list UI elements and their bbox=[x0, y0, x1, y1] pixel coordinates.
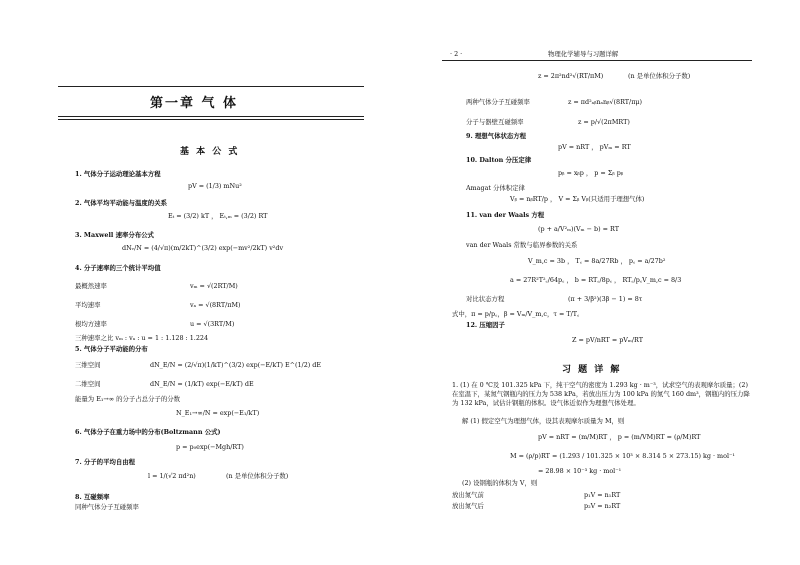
amagat-label: Amagat 分体积定律 bbox=[466, 184, 525, 192]
speed-1-formula: vₘ = √(2RT/M) bbox=[190, 282, 238, 290]
item-4-label: 4. 分子速率的三个统计平均值 bbox=[75, 264, 161, 272]
wall-label: 分子与器壁互碰频率 bbox=[466, 118, 524, 126]
problem-text: 1. (1) 在 0 ℃及 101.325 kPa 下，纯干空气的密度为 1.293 kg · m⁻³，试求空气的表观摩尔质量；(2) 在室温下，某氮气钢瓶内的压力为 538 kPa，若放出压力为 100 kPa 的氮气 160 dm³，钢瓶内的压力降为 132 kPa，试估计钢瓶的体积。设气体近似作为理想气体处理。 bbox=[452, 381, 750, 407]
energy-formula: N_E₁→∞/N = exp(−E₁/kT) bbox=[176, 409, 260, 417]
header-title: 物理化学辅导与习题详解 bbox=[548, 50, 619, 58]
reduced-formula: (π + 3/β²)(3β − 1) = 8τ bbox=[568, 295, 643, 303]
vdw-formula: (p + a/V²ₘ)(Vₘ − b) = RT bbox=[538, 225, 619, 233]
item-2-label: 2. 气体平均平动能与温度的关系 bbox=[75, 199, 167, 207]
exercise-title: 习 题 详 解 bbox=[562, 365, 622, 375]
reduced-def: 式中，π = p/p꜀，β = Vₘ/V_m,c，τ = T/T꜀ bbox=[452, 310, 580, 318]
speed-3-formula: u = √(3RT/M) bbox=[190, 320, 235, 328]
after-formula: p₂V = n₂RT bbox=[584, 502, 621, 510]
speed-3-name: 根均方速率 bbox=[75, 320, 107, 328]
chapter-bottom-rule-thin bbox=[58, 119, 364, 120]
item-10-label: 10. Dalton 分压定律 bbox=[466, 156, 532, 164]
page-number: · 2 · bbox=[450, 50, 463, 58]
vdw-const-label: van der Waals 常数与临界参数的关系 bbox=[466, 241, 578, 249]
item-5-label: 5. 气体分子平动能的分布 bbox=[75, 345, 148, 353]
item-8-label: 8. 互碰频率 bbox=[75, 493, 110, 501]
vdw-const-1: V_m,c = 3b ， T꜀ = 8a/27Rb ， p꜀ = a/27b² bbox=[528, 257, 666, 265]
energy-note: 能量为 E₁→∞ 的分子占总分子的分数 bbox=[75, 395, 181, 403]
item-8-sub: 同种气体分子互碰频率 bbox=[75, 503, 139, 511]
item-1-label: 1. 气体分子运动理论基本方程 bbox=[75, 170, 161, 178]
space-3-label: 三维空间 bbox=[75, 361, 101, 369]
wall-formula: z = p/√(2πMRT) bbox=[578, 118, 630, 126]
item-6-label: 6. 气体分子在重力场中的分布(Boltzmann 公式) bbox=[75, 428, 221, 436]
chapter-top-rule bbox=[58, 86, 364, 87]
item-7-formula: l = 1/(√2 πd²n) bbox=[148, 472, 196, 480]
space-2-formula: dN_E/N = (1/kT) exp(−E/kT) dE bbox=[150, 380, 254, 388]
item-7-note: (n 是单位体积分子数) bbox=[226, 472, 289, 480]
before-label: 放出氮气前 bbox=[452, 491, 484, 499]
chapter-bottom-rule bbox=[58, 116, 364, 117]
collide-formula: z = πd²ₐᵦnₐnᵦ√(8RT/πμ) bbox=[568, 98, 643, 106]
solution-1: 解 (1) 假定空气为理想气体，设其表观摩尔质量为 M，则 bbox=[462, 417, 625, 425]
speed-ratio: 三种速率之比 vₘ : vₐ : u = 1 : 1.128 : 1.224 bbox=[75, 334, 209, 342]
item-3-formula: dNᵥ/N = (4/√π)(m/2kT)^(3/2) exp(−mv²/2kT) v²dv bbox=[122, 244, 284, 252]
item-9-formula: pV = nRT ， pVₘ = RT bbox=[558, 143, 631, 151]
item-7-label: 7. 分子的平均自由程 bbox=[75, 458, 136, 466]
after-label: 放出氮气后 bbox=[452, 502, 484, 510]
item-2-formula: Eₜ = (3/2) kT ， Eₜ,ₘ = (3/2) RT bbox=[168, 212, 268, 220]
z-formula: z = 2π²nd²√(RT/πM) bbox=[538, 72, 604, 80]
space-3-formula: dN_E/N = (2/√π)(1/kT)^(3/2) exp(−E/kT) E^(1/2) dE bbox=[150, 361, 322, 369]
item-9-label: 9. 理想气体状态方程 bbox=[466, 132, 527, 140]
solution-formula-1: pV = nRT = (m/M)RT ， p = (m/VM)RT = (ρ/M)RT bbox=[538, 433, 701, 441]
solution-2: (2) 设钢瓶的体积为 V，则 bbox=[462, 479, 538, 487]
space-2-label: 二维空间 bbox=[75, 380, 101, 388]
speed-2-formula: vₐ = √(8RT/πM) bbox=[190, 301, 241, 309]
amagat-formula: Vᵦ = nᵦRT/p ， V = Σᵦ Vᵦ(只适用于理想气体) bbox=[510, 195, 645, 203]
item-11-label: 11. van der Waals 方程 bbox=[466, 211, 545, 219]
speed-1-name: 最概然速率 bbox=[75, 282, 107, 290]
item-1-formula: pV = (1/3) mNu² bbox=[188, 182, 242, 190]
before-formula: p₁V = n₁RT bbox=[584, 491, 621, 499]
item-10-formula: pᵦ = xᵦp ， p = Σᵦ pᵦ bbox=[558, 169, 624, 177]
item-3-label: 3. Maxwell 速率分布公式 bbox=[75, 231, 154, 239]
item-12-label: 12. 压缩因子 bbox=[466, 321, 505, 329]
chapter-title: 第一章 气 体 bbox=[150, 96, 239, 111]
reduced-label: 对比状态方程 bbox=[466, 295, 505, 303]
speed-2-name: 平均速率 bbox=[75, 301, 101, 309]
item-12-formula: Z = pV/nRT = pVₘ/RT bbox=[572, 336, 643, 344]
vdw-const-2: a = 27R²T²꜀/64p꜀ ， b = RT꜀/8p꜀ ， RT꜀/p꜀V_m,c = 8/3 bbox=[510, 276, 682, 284]
right-page bbox=[400, 0, 800, 565]
solution-formula-2: M = (ρ/p)RT = (1.293 / 101.325 × 10³ × 8.314 5 × 273.15) kg · mol⁻¹ bbox=[510, 452, 735, 460]
collide-label: 两种气体分子互碰频率 bbox=[466, 98, 530, 106]
item-6-formula: p = p₀exp(−Mgh/RT) bbox=[176, 443, 244, 451]
section-title: 基 本 公 式 bbox=[180, 147, 240, 157]
z-note: (n 是单位体积分子数) bbox=[628, 72, 691, 80]
header-rule bbox=[442, 60, 752, 61]
solution-formula-3: = 28.98 × 10⁻³ kg · mol⁻¹ bbox=[538, 467, 622, 475]
